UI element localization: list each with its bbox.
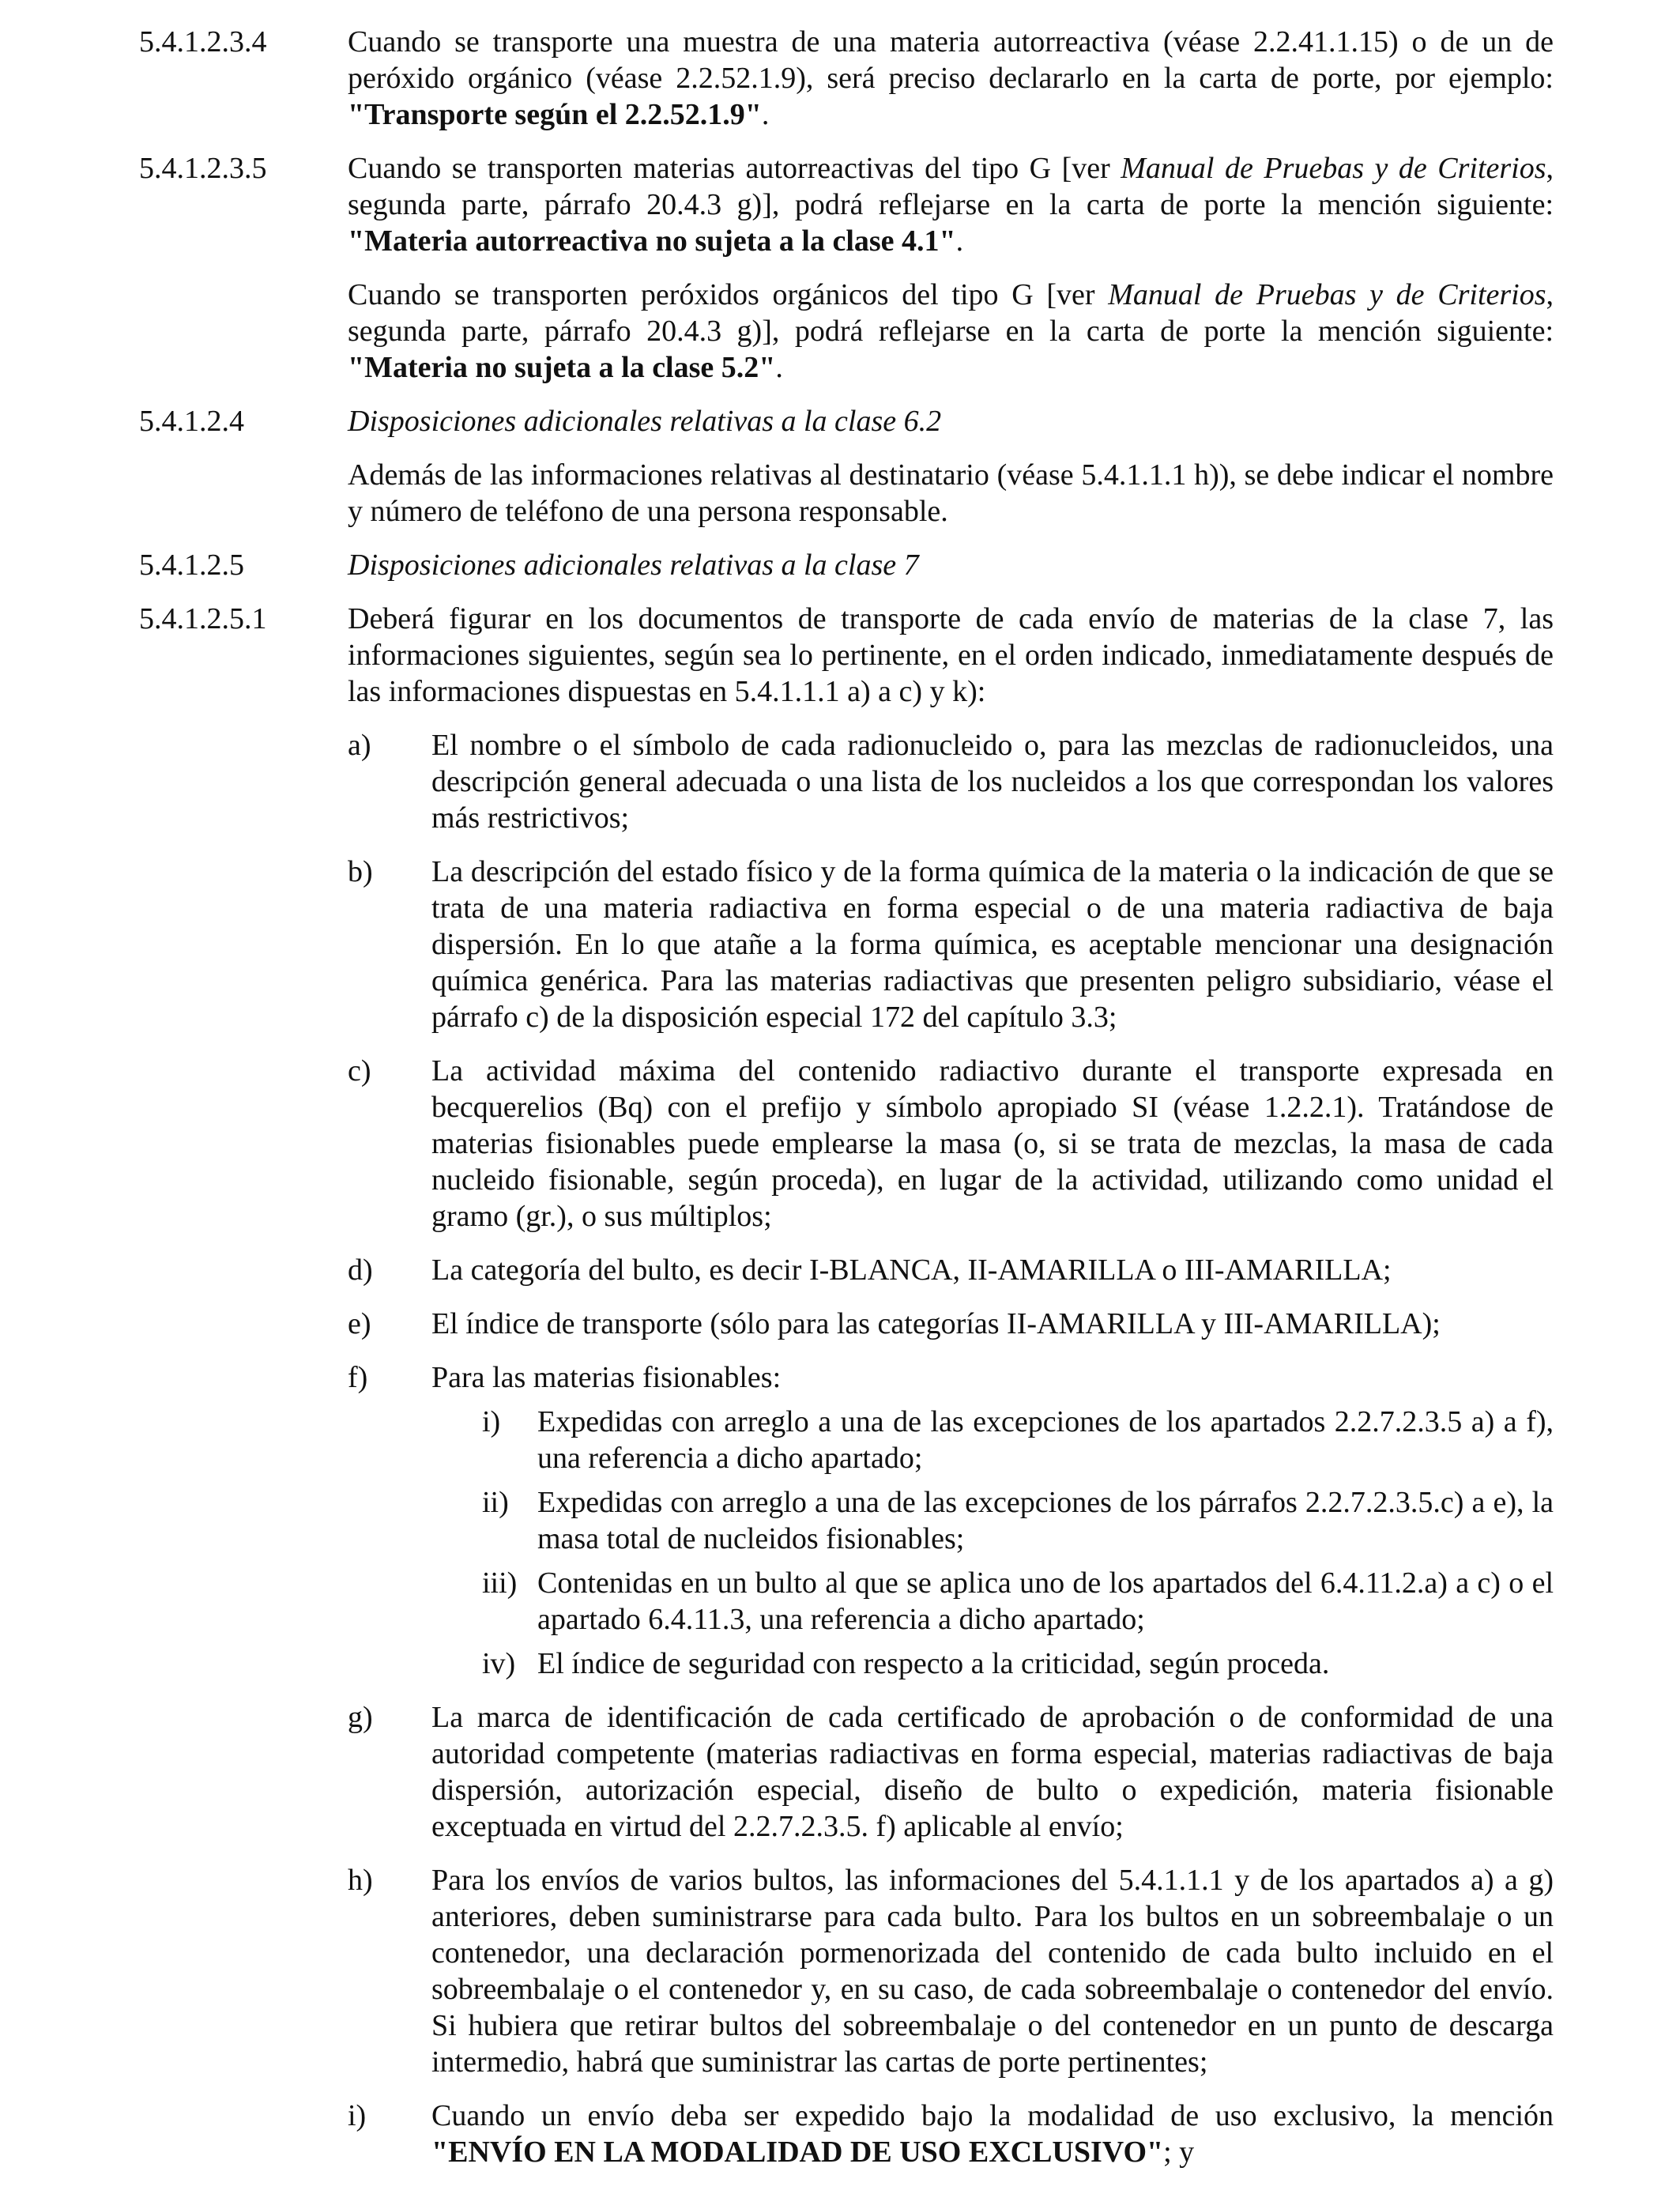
item-text: [431, 2098, 1554, 2170]
sub-list-item: [482, 1404, 1554, 1476]
item-label: f): [348, 1361, 368, 1394]
item-label: c): [348, 1054, 371, 1088]
text: Cuando se transporten peróxidos orgánicos del tipo G [ver: [348, 278, 1109, 311]
sub-list-item: [482, 1646, 1554, 1682]
text: Cuando se transporte una muestra de una materia autorreactiva (véase 2.2.41.1.15) o de un de peróxido orgánico (véase 2.2.52.1.9), será preciso declararlo en la carta de porte, por ejemplo:: [348, 25, 1554, 95]
paragraph: Además de las informaciones relativas al destinatario (véase 5.4.1.1.1 h)), se debe indicar el nombre y número de teléfono de una persona responsable.: [348, 458, 1554, 528]
section-heading: Disposiciones adicionales relativas a la clase 7: [348, 548, 919, 582]
section-body: [348, 150, 1554, 386]
sub-item-text: El índice de seguridad con respecto a la criticidad, según proceda.: [537, 1647, 1330, 1680]
item-text: Para los envíos de varios bultos, las informaciones del 5.4.1.1.1 y de los apartados a) a g) anteriores, deben suministrarse para cada bulto. Para los bultos en un sobreembalaje o un contenedor, una declaración pormenorizada del contenido de cada bulto incluido en el sobreembalaje o el contenedor y, en su caso, de cada sobreembalaje o contenedor del envío. Si hubiera que retirar bultos del sobreembalaje o del contenedor en un punto de descarga intermedio, habrá que suministrar las cartas de porte pertinentes;: [431, 1864, 1554, 2079]
sub-list-item: [482, 1565, 1554, 1638]
item-text: Para las materias fisionables:: [431, 1361, 782, 1394]
sub-item-label: i): [482, 1405, 501, 1438]
sub-item-text: Expedidas con arreglo a una de las excepciones de los párrafos 2.2.7.2.3.5.c) a e), la masa total de nucleidos fisionables;: [537, 1486, 1554, 1555]
section-5-4-1-2-3-4: [139, 24, 1554, 133]
list-item: [348, 1306, 1554, 1342]
sub-item-label: iv): [482, 1647, 516, 1680]
paragraph: [348, 150, 1554, 259]
section-body: [348, 24, 1554, 133]
section-number: 5.4.1.2.5.1: [139, 602, 267, 635]
item-text: El nombre o el símbolo de cada radionucleido o, para las mezclas de radionucleidos, una descripción general adecuada o una lista de los nucleidos a los que correspondan los valores más restrictivos;: [431, 729, 1554, 835]
list-item: [348, 1053, 1554, 1235]
section-5-4-1-2-4: [139, 403, 1554, 530]
section-number: 5.4.1.2.5: [139, 548, 244, 582]
section-5-4-1-2-3-5: [139, 150, 1554, 386]
text: .: [955, 224, 964, 258]
item-label: h): [348, 1864, 373, 1897]
section-number: 5.4.1.2.4: [139, 405, 244, 438]
bold-text: "Transporte según el 2.2.52.1.9": [348, 98, 762, 131]
list-item: [348, 854, 1554, 1035]
list-item: [348, 1862, 1554, 2080]
section-body: [348, 547, 1554, 583]
section-5-4-1-2-5: [139, 547, 1554, 583]
item-text: La descripción del estado físico y de la forma química de la materia o la indicación de que se trata de una materia radiactiva en forma especial o de una materia radiactiva de baja dispersión. En lo que atañe a la forma química, es aceptable mencionar una designación química genérica. Para las materias radiactivas que presenten peligro subsidiario, véase el párrafo c) de la disposición especial 172 del capítulo 3.3;: [431, 855, 1554, 1034]
sub-item-list: [431, 1404, 1554, 1682]
list-item: [348, 2098, 1554, 2170]
italic-text: Manual de Pruebas y de Criterios: [1121, 152, 1546, 185]
item-label: a): [348, 729, 371, 762]
section-body: [348, 403, 1554, 530]
text: ; y: [1163, 2136, 1195, 2169]
bold-text: "Materia no sujeta a la clase 5.2": [348, 351, 776, 384]
list-item: [348, 1359, 1554, 1682]
section-body: [348, 601, 1554, 2170]
sub-item-label: ii): [482, 1486, 509, 1519]
italic-text: Manual de Pruebas y de Criterios: [1108, 278, 1546, 311]
list-item: [348, 1699, 1554, 1845]
section-number: 5.4.1.2.3.5: [139, 152, 267, 185]
sub-item-text: Contenidas en un bulto al que se aplica uno de los apartados del 6.4.11.2.a) a c) o el apartado 6.4.11.3, una referencia a dicho apartado;: [537, 1566, 1554, 1636]
item-label: e): [348, 1307, 371, 1340]
text: Cuando se transporten materias autorreactivas del tipo G [ver: [348, 152, 1121, 185]
item-label: b): [348, 855, 373, 888]
item-text: La categoría del bulto, es decir I-BLANCA, II-AMARILLA o III-AMARILLA;: [431, 1253, 1392, 1287]
paragraph: Deberá figurar en los documentos de transporte de cada envío de materias de la clase 7, las informaciones siguientes, según sea lo pertinente, en el orden indicado, inmediatamente después de las informaciones dispuestas en 5.4.1.1.1 a) a c) y k):: [348, 602, 1554, 708]
item-text-wrap: [431, 1359, 1554, 1682]
text: , segunda parte, párrafo 20.4.3 g)], podrá reflejarse en la carta de porte la mención siguiente:: [348, 152, 1554, 221]
text: .: [775, 351, 783, 384]
item-text: El índice de transporte (sólo para las categorías II-AMARILLA y III-AMARILLA);: [431, 1307, 1441, 1340]
item-label: i): [348, 2099, 367, 2132]
paragraph: [348, 277, 1554, 386]
list-item: [348, 1252, 1554, 1288]
sub-item-label: iii): [482, 1566, 518, 1600]
section-number: 5.4.1.2.3.4: [139, 25, 267, 58]
document-page: [139, 24, 1554, 2188]
section-heading: Disposiciones adicionales relativas a la clase 6.2: [348, 405, 942, 438]
item-list: [348, 727, 1554, 2170]
item-text: La actividad máxima del contenido radiactivo durante el transporte expresada en becquerelios (Bq) con el prefijo y símbolo apropiado SI (véase 1.2.2.1). Tratándose de materias fisionables puede emplearse la masa (o, si se trata de mezclas, la masa de cada nucleido fisionable, según proceda), en lugar de la actividad, utilizando como unidad el gramo (gr.), o sus múltiplos;: [431, 1054, 1554, 1233]
text: , segunda parte, párrafo 20.4.3 g)], podrá reflejarse en la carta de porte la mención siguiente:: [348, 278, 1554, 348]
list-item: [348, 727, 1554, 836]
sub-list-item: [482, 1484, 1554, 1557]
section-5-4-1-2-5-1: [139, 601, 1554, 2170]
item-text: La marca de identificación de cada certificado de aprobación o de conformidad de una autoridad competente (materias radiactivas en forma especial, materias radiactivas de baja dispersión, autorización especial, diseño de bulto o expedición, materia fisionable exceptuada en virtud del 2.2.7.2.3.5. f) aplicable al envío;: [431, 1701, 1554, 1843]
text: .: [761, 98, 770, 131]
sub-item-text: Expedidas con arreglo a una de las excepciones de los apartados 2.2.7.2.3.5 a) a f), una referencia a dicho apartado;: [537, 1405, 1554, 1475]
paragraph: [348, 24, 1554, 133]
item-label: d): [348, 1253, 373, 1287]
text: Cuando un envío deba ser expedido bajo la modalidad de uso exclusivo, la mención: [431, 2099, 1554, 2132]
bold-text: "Materia autorreactiva no sujeta a la clase 4.1": [348, 224, 956, 258]
item-label: g): [348, 1701, 373, 1734]
bold-text: "ENVÍO EN LA MODALIDAD DE USO EXCLUSIVO": [431, 2136, 1164, 2169]
